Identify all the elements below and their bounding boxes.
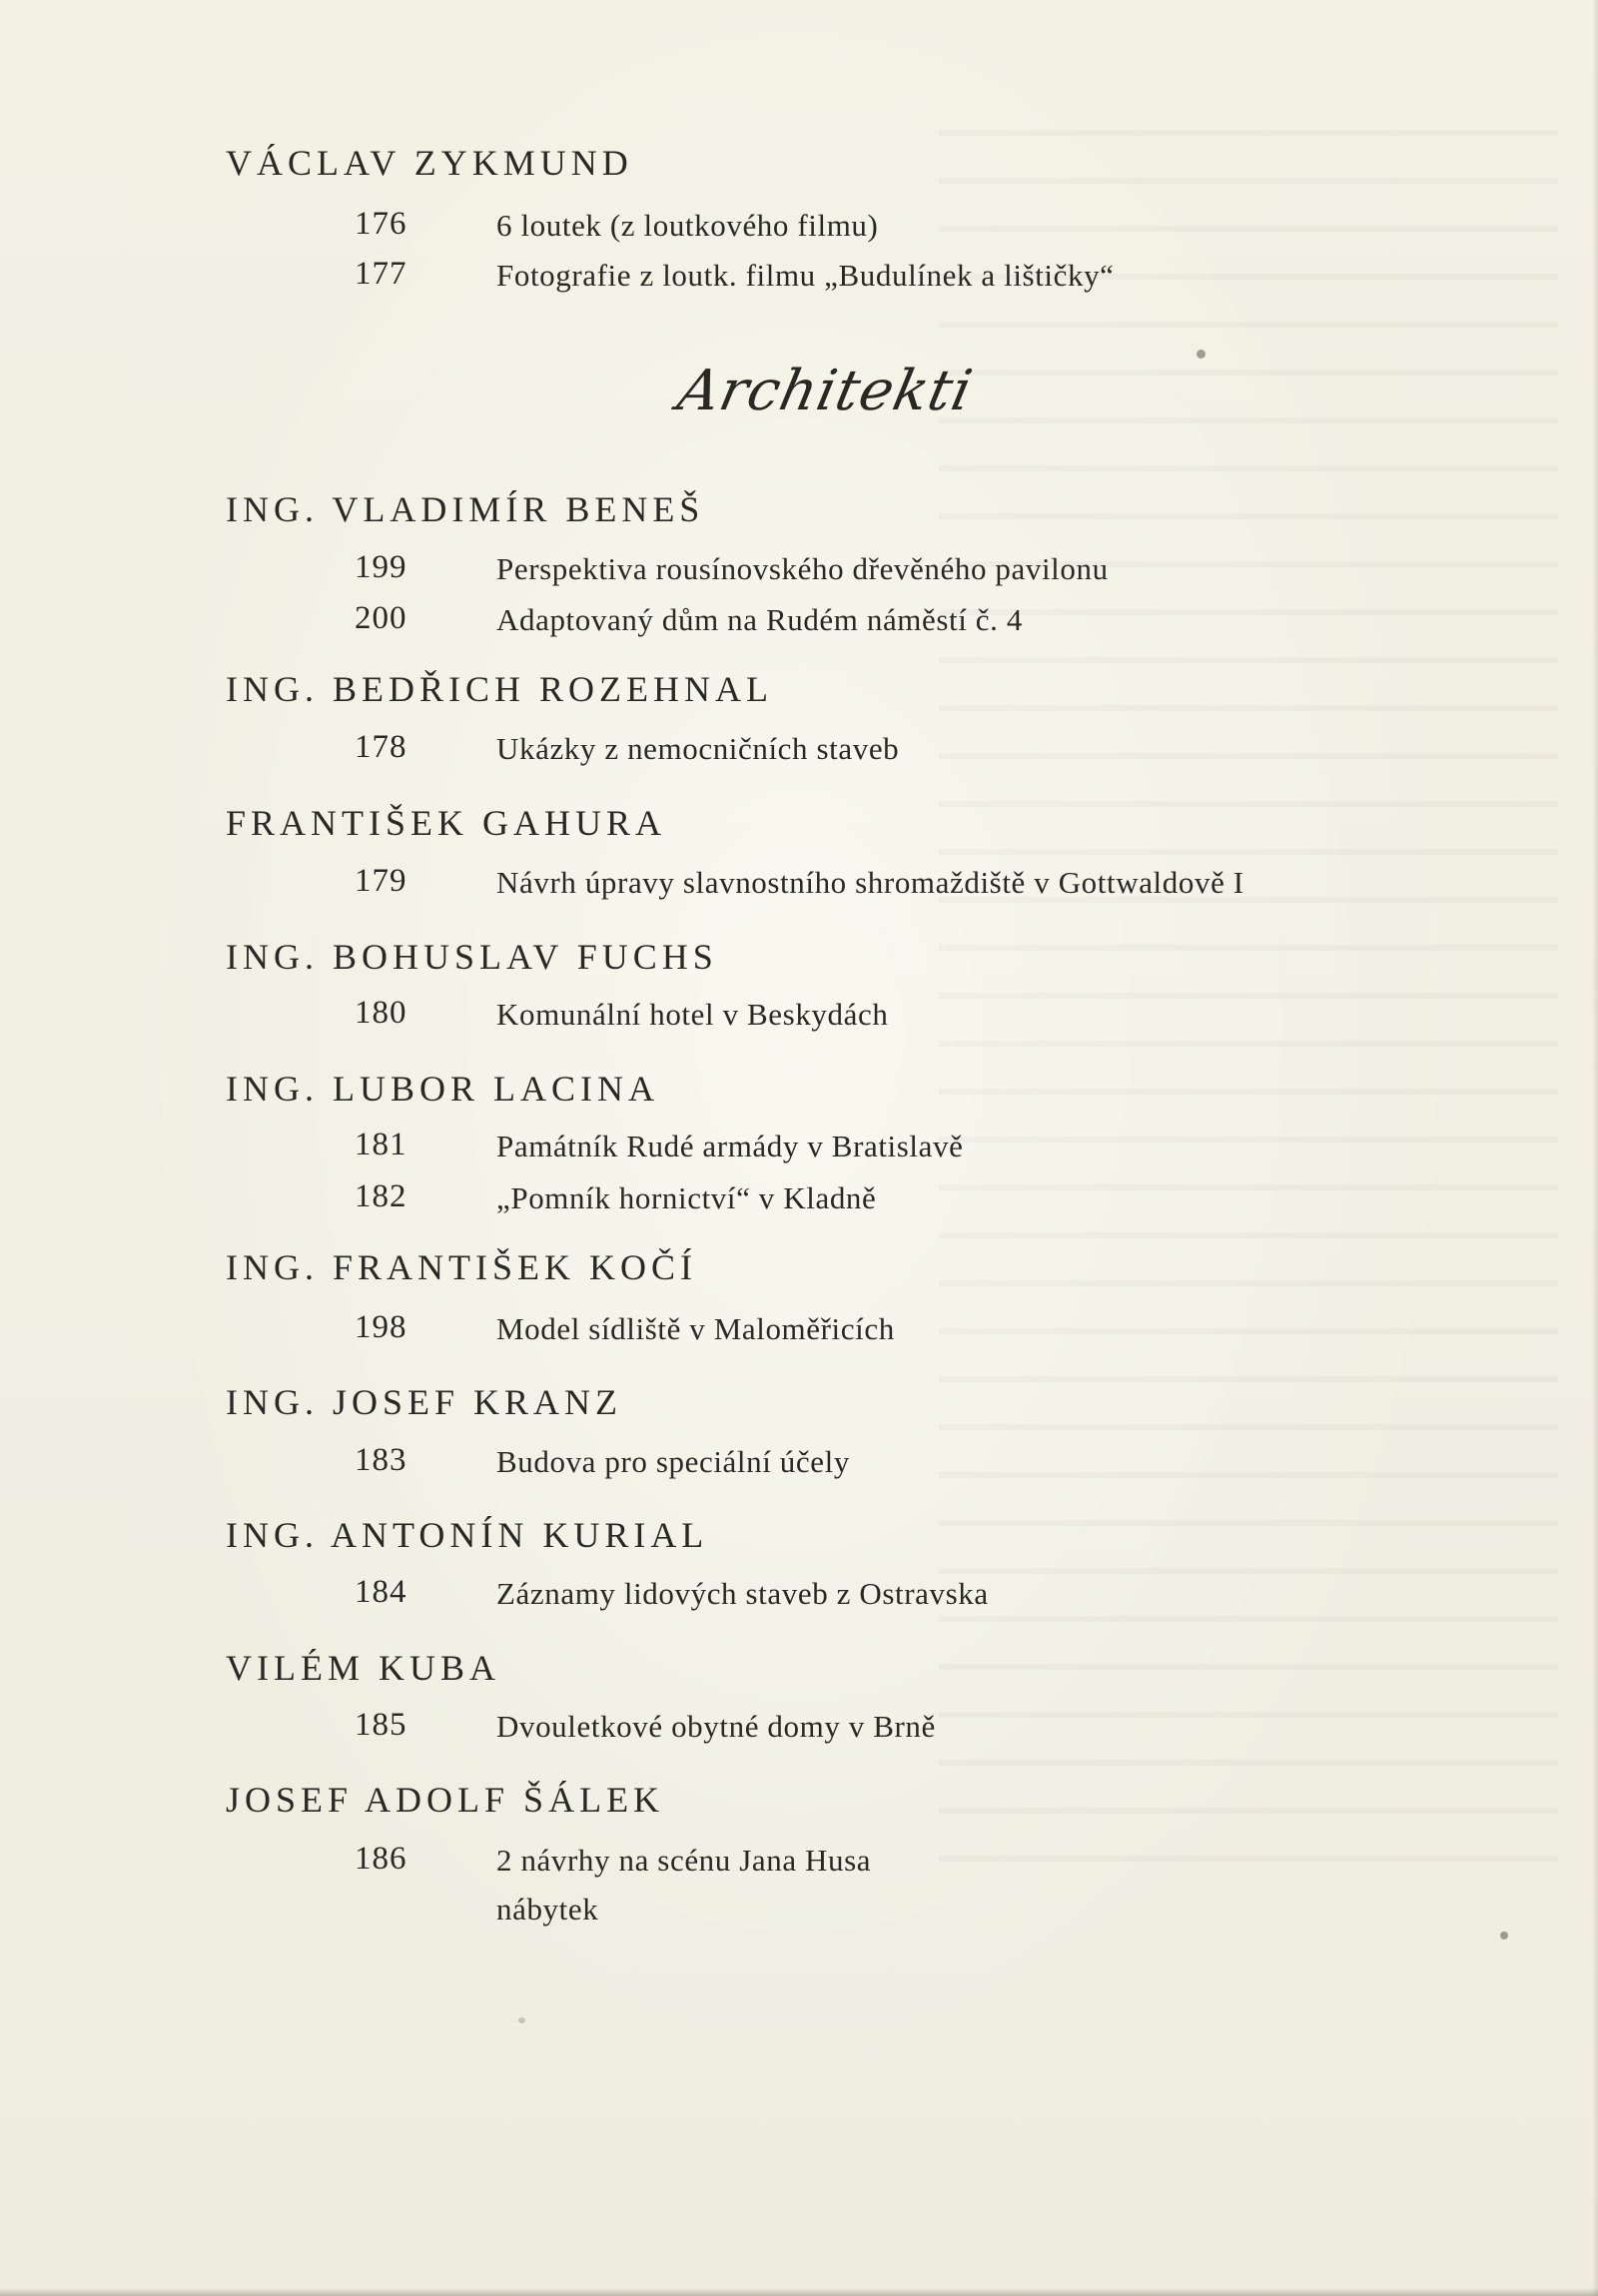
entry-number: 178: [355, 729, 407, 765]
entry-number: 186: [355, 1841, 407, 1877]
catalog-entry: [355, 1180, 1533, 1220]
entry-title: Záznamy lidových staveb z Ostravska: [496, 1576, 989, 1611]
catalog-entry: [355, 1129, 1533, 1168]
artist-name: ING. FRANTIŠEK KOČÍ: [226, 1247, 697, 1287]
catalog-entry: [355, 1576, 1533, 1616]
artist-name: ING. BEDŘICH ROZEHNAL: [226, 669, 773, 709]
entry-title: Ukázky z nemocničních staveb: [496, 731, 900, 766]
entry-title: Adaptovaný dům na Rudém náměstí č. 4: [496, 602, 1023, 637]
entry-number: 181: [355, 1127, 407, 1162]
artist-name: VÁCLAV ZYKMUND: [226, 143, 633, 183]
artist-name: ING. BOHUSLAV FUCHS: [226, 937, 718, 977]
entry-title: Návrh úpravy slavnostního shromaždiště v Gottwaldově I: [496, 865, 1244, 900]
entry-number: 185: [355, 1707, 407, 1743]
catalog-entry: [355, 997, 1533, 1037]
entry-title: Dvouletkové obytné domy v Brně: [496, 1709, 936, 1744]
catalog-entry: [355, 1709, 1533, 1749]
catalog-entry: [355, 1311, 1533, 1351]
entry-title: „Pomník hornictví“ v Kladně: [496, 1180, 877, 1215]
ink-speck: [1500, 1931, 1508, 1939]
catalog-entry: [355, 1892, 1533, 1931]
entry-number: 183: [355, 1442, 407, 1478]
entry-title: nábytek: [496, 1892, 599, 1926]
artist-name: JOSEF ADOLF ŠÁLEK: [226, 1780, 665, 1820]
entry-title: 2 návrhy na scénu Jana Husa: [496, 1843, 872, 1878]
ink-speck: [518, 2017, 525, 2023]
entry-title: Model sídliště v Maloměřicích: [496, 1311, 895, 1346]
section-heading: Architekti: [672, 359, 979, 423]
entry-number: 176: [355, 206, 407, 242]
entry-number: 200: [355, 600, 407, 636]
entry-number: 182: [355, 1178, 407, 1214]
entry-number: 177: [355, 256, 407, 292]
catalog-entry: [355, 1843, 1533, 1883]
catalog-entry: [355, 731, 1533, 771]
artist-name: ING. LUBOR LACINA: [226, 1069, 659, 1109]
artist-name: ING. VLADIMÍR BENEŠ: [226, 489, 705, 529]
entry-number: 198: [355, 1309, 407, 1345]
catalog-entry: [355, 602, 1533, 642]
entry-title: Památník Rudé armády v Bratislavě: [496, 1129, 964, 1163]
artist-name: ING. ANTONÍN KURIAL: [226, 1515, 709, 1555]
entry-title: Perspektiva rousínovského dřevěného pavilonu: [496, 551, 1109, 586]
artist-name: ING. JOSEF KRANZ: [226, 1382, 623, 1422]
entry-number: 199: [355, 549, 407, 585]
catalog-entry: [355, 1444, 1533, 1484]
artist-name: FRANTIŠEK GAHURA: [226, 803, 667, 843]
entry-number: 184: [355, 1574, 407, 1610]
entry-title: Budova pro speciální účely: [496, 1444, 850, 1479]
entry-number: 179: [355, 863, 407, 899]
entry-number: 180: [355, 995, 407, 1031]
catalog-entry: [355, 258, 1533, 298]
catalog-entry: [355, 208, 1533, 248]
artist-name: VILÉM KUBA: [226, 1648, 500, 1688]
entry-title: 6 loutek (z loutkového filmu): [496, 208, 879, 243]
entry-title: Komunální hotel v Beskydách: [496, 997, 889, 1032]
page-bottom-shadow: [0, 2288, 1598, 2296]
page-edge-shadow: [1592, 0, 1598, 2296]
ink-speck: [1197, 350, 1205, 359]
entry-title: Fotografie z loutk. filmu „Budulínek a lištičky“: [496, 258, 1115, 293]
catalog-entry: [355, 551, 1533, 591]
catalog-entry: [355, 865, 1533, 905]
